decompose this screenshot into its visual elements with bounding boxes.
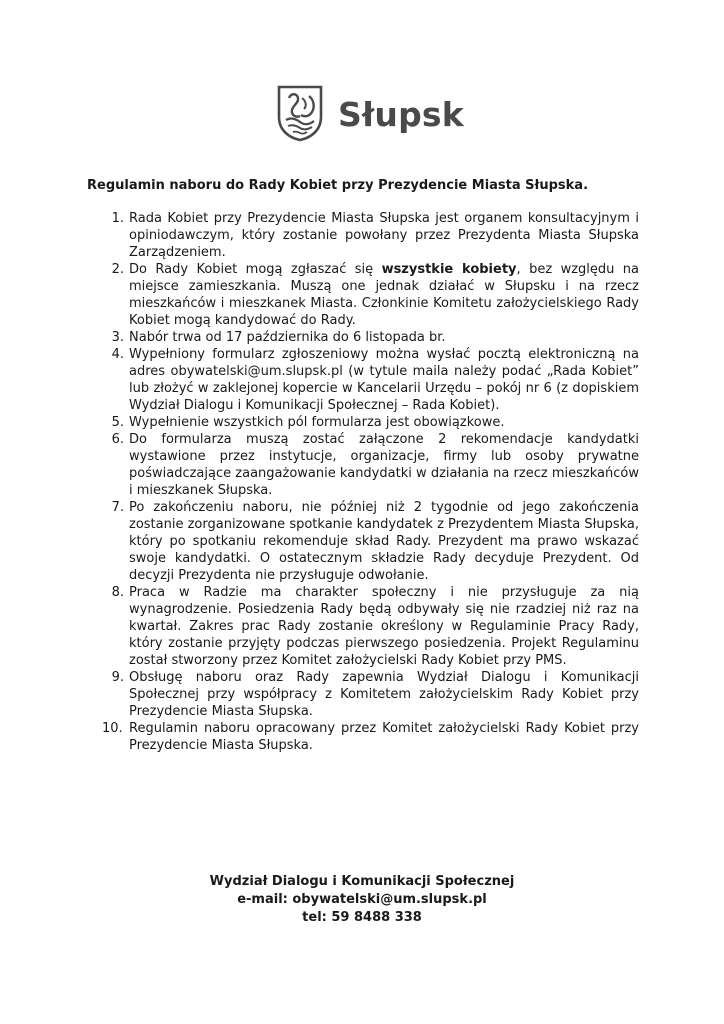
slupsk-crest-icon [276, 84, 324, 142]
list-item-number: 9. [111, 670, 124, 685]
footer-department: Wydział Dialogu i Komunikacji Społecznej [209, 874, 515, 889]
list-item-text: Regulamin naboru opracowany przez Komitet założycielski Rady Kobiet przy Prezydencie Miasta Słupska. [129, 721, 639, 753]
list-item-text: Obsługę naboru oraz Rady zapewnia Wydział Dialogu i Komunikacji Społecznej przy współpracy z Komitetem założycielskim Rady Kobiet przy Prezydencie Miasta Słupska. [129, 670, 639, 719]
list-item-number: 2. [111, 262, 124, 277]
list-item [104, 431, 639, 499]
contact-footer [0, 873, 724, 927]
list-item [104, 261, 639, 329]
list-item-text: Do formularza muszą zostać załączone 2 rekomendacje kandydatki wystawione przez instytucje, organizacje, firmy lub osoby prywatne poświadczające zaangażowanie kandydatki w działania na rzecz mieszkańców i mieszkanek Słupska. [129, 432, 639, 498]
logo-wordmark: Słupsk [338, 94, 464, 134]
list-item-number: 8. [111, 585, 124, 600]
regulations-list [104, 210, 639, 754]
list-item-number: 3. [111, 330, 124, 345]
list-item [104, 329, 639, 346]
list-item [104, 499, 639, 584]
document-title: Regulamin naboru do Rady Kobiet przy Prezydencie Miasta Słupska. [87, 178, 589, 193]
list-item [104, 720, 639, 754]
list-item-number: 10. [102, 721, 123, 736]
footer-phone: tel: 59 8488 338 [302, 910, 422, 925]
list-item-text: Wypełniony formularz zgłoszeniowy można wysłać pocztą elektroniczną na adres obywatelski@um.slupsk.pl (w tytule maila należy podać „Rada Kobiet” lub złożyć w zaklejonej kopercie w Kancelarii Urzędu – pokój nr 6 (z dopiskiem Wydział Dialogu i Komunikacji Społecznej – Rada Kobiet). [129, 347, 639, 413]
list-item-text: Do Rady Kobiet mogą zgłaszać się [129, 262, 382, 277]
list-item-number: 5. [111, 415, 124, 430]
list-item-number: 7. [111, 500, 124, 515]
list-item [104, 584, 639, 669]
list-item-text: Praca w Radzie ma charakter społeczny i nie przysługuje za nią wynagrodzenie. Posiedzenia Rady będą odbywały się nie rzadziej niż raz na kwartał. Zakres prac Rady zostanie określony w Regulaminie Pracy Rady, który zostanie przyjęty podczas pierwszego posiedzenia. Projekt Regulaminu został stworzony przez Komitet założycielski Rady Kobiet przy PMS. [129, 585, 639, 668]
list-item-text: Rada Kobiet przy Prezydencie Miasta Słupska jest organem konsultacyjnym i opiniodawczym, który zostanie powołany przez Prezydenta Miasta Słupska Zarządzeniem. [129, 211, 639, 260]
list-item [104, 346, 639, 414]
list-item-text: Po zakończeniu naboru, nie później niż 2 tygodnie od jego zakończenia zostanie zorganizowane spotkanie kandydatek z Prezydentem Miasta Słupska, który po spotkaniu rekomenduje skład Rady. Prezydent ma prawo wskazać swoje kandydatki. O ostatecznym składzie Rady decyduje Prezydent. Od decyzji Prezydenta nie przysługuje odwołanie. [129, 500, 639, 583]
list-item [104, 669, 639, 720]
list-item [104, 210, 639, 261]
list-item [104, 414, 639, 431]
list-item-text: , bez względu na miejsce zamieszkania. Muszą one jednak działać w Słupsku i na rzecz mieszkańców i mieszkanek Miasta. Członkinie Komitetu założycielskiego Rady Kobiet mogą kandydować do Rady. [129, 262, 639, 328]
list-item-text: Nabór trwa od 17 października do 6 listopada br. [129, 330, 446, 345]
list-item-number: 6. [111, 432, 124, 447]
list-item-bold-text: wszystkie kobiety [381, 262, 517, 277]
footer-email: e-mail: obywatelski@um.slupsk.pl [237, 892, 487, 907]
list-item-number: 4. [111, 347, 124, 362]
list-item-number: 1. [111, 211, 124, 226]
list-item-text: Wypełnienie wszystkich pól formularza jest obowiązkowe. [129, 415, 505, 430]
slupsk-logo [276, 84, 464, 142]
